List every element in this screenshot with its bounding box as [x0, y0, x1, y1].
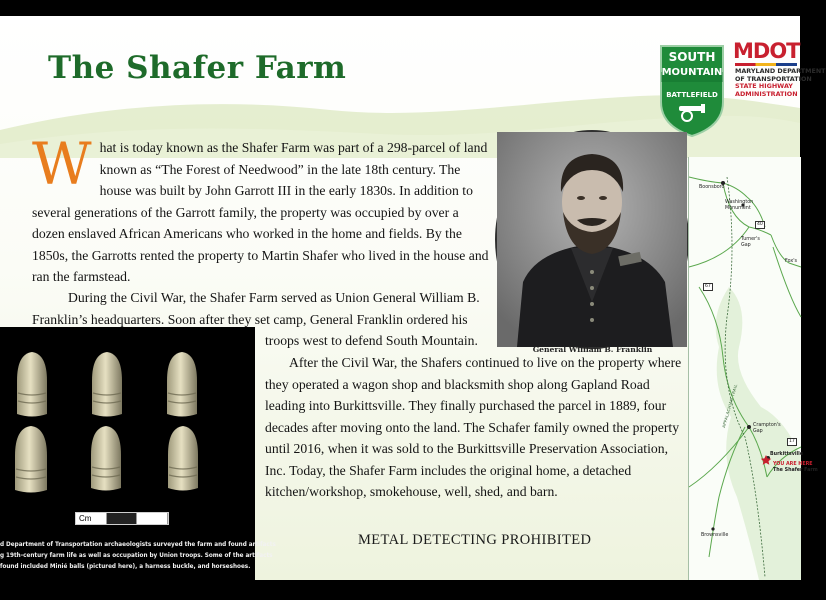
map-label-washington-monument — [725, 200, 753, 211]
map-label-monument: Monument — [725, 205, 751, 211]
drop-cap: W — [32, 130, 92, 198]
photo-caption-line-3: found included Minié balls (pictured here), a harness buckle, and horseshoes. — [0, 564, 251, 570]
scale-segment — [107, 513, 138, 524]
body-paragraph-1 — [32, 130, 494, 288]
body-paragraph-3: After the Civil War, the Shafers continued to live on the property where they operated a wagon shop and blacksmith shop along Gapland Road leading into Burkittsville. They finally purchased the parcel in 1889, four decades after moving onto the land. The Schafer family owned the property until 2016, when it was sold to the Burkittsville Preservation Association, Inc. Today, the Shafer Farm includes the original home, a detached kitchen/workshop, smokehouse, well, shed, and barn. — [265, 355, 682, 499]
photo-caption — [0, 540, 276, 573]
map-label-foxs: Fox's — [785, 259, 798, 264]
map-label-brownsville: Brownsville — [701, 533, 729, 538]
mdot-stripe — [735, 63, 797, 66]
centimeter-scale-bar — [75, 512, 169, 525]
mdot-line-1: MARYLAND DEPARTMENT — [735, 67, 826, 75]
scale-segment — [137, 513, 168, 524]
south-mountain-battlefield-logo — [657, 42, 727, 138]
map-label-washington: Washington — [725, 200, 754, 205]
scale-label: Cm — [76, 513, 107, 524]
map-label-you-are-here: YOU ARE HERE — [773, 462, 813, 467]
map-label-shafer-farm: The Shafer Farm — [773, 468, 818, 473]
minie-ball — [15, 352, 198, 493]
area-map — [688, 157, 818, 580]
mdot-line-4: ADMINISTRATION — [735, 89, 798, 98]
route-17-shield: 17 — [789, 439, 795, 444]
map-label-turners: Turner's — [741, 237, 760, 242]
map-label-cramptons-gap — [753, 423, 781, 434]
route-67-shield: 67 — [705, 284, 711, 289]
map-label-gap: Gap — [753, 428, 763, 434]
route-40-shield: 40 — [757, 222, 763, 227]
metal-detecting-notice: METAL DETECTING PROHIBITED — [358, 532, 592, 548]
body-paragraph-2-continued: troops west to defend South Mountain. — [265, 333, 478, 348]
map-label-burkittsville: Burkittsville — [770, 452, 804, 457]
portrait-caption: General William B. Franklin — [532, 345, 653, 354]
body-paragraph-2: During the Civil War, the Shafer Farm served as Union General William B. Franklin’s headquarters. Soon after they set camp, General Franklin ordered his — [32, 290, 480, 327]
page-title: The Shafer Farm — [48, 50, 347, 86]
mdot-line-2: OF TRANSPORTATION — [735, 74, 812, 83]
top-border — [0, 0, 800, 16]
map-ridge-label: APPALACHIAN TRAIL — [721, 383, 739, 429]
logo-mountain-text: MOUNTAIN — [661, 67, 723, 78]
general-franklin-portrait — [495, 130, 689, 349]
logo-battlefield-text: BATTLEFIELD — [666, 91, 718, 99]
photo-caption-line-1: d Department of Transportation archaeologists surveyed the farm and found artifacts — [0, 542, 276, 548]
map-label-boonsboro: Boonsboro — [699, 185, 725, 190]
mdot-wordmark: MDOT — [733, 39, 800, 63]
body-paragraph-1-text: hat is today known as the Shafer Farm was part of a 298-parcel of land known as “The Forest of Needwood” in the late 18th century. The house was built by John Garrott III in the early 1830s. In addition to several generations of the Garrott family, the property was occupied by over a dozen enslaved African Americans who worked in the home and fields. By the 1850s, the Garrotts rented the property to Martin Shafer who lived in the house and ran the farmstead. — [32, 140, 489, 284]
photo-caption-line-2: g 19th-century farm life as well as occupation by Union troops. Some of the artifacts — [0, 553, 273, 559]
mdot-line-3: STATE HIGHWAY — [735, 82, 793, 90]
map-label-cramptons: Crampton's — [753, 423, 781, 428]
mdot-logo — [733, 39, 826, 110]
bottom-border — [0, 580, 800, 600]
logo-south-text: SOUTH — [668, 50, 716, 64]
map-label-gap: Gap — [741, 242, 751, 248]
map-label-turners-gap — [741, 237, 760, 248]
